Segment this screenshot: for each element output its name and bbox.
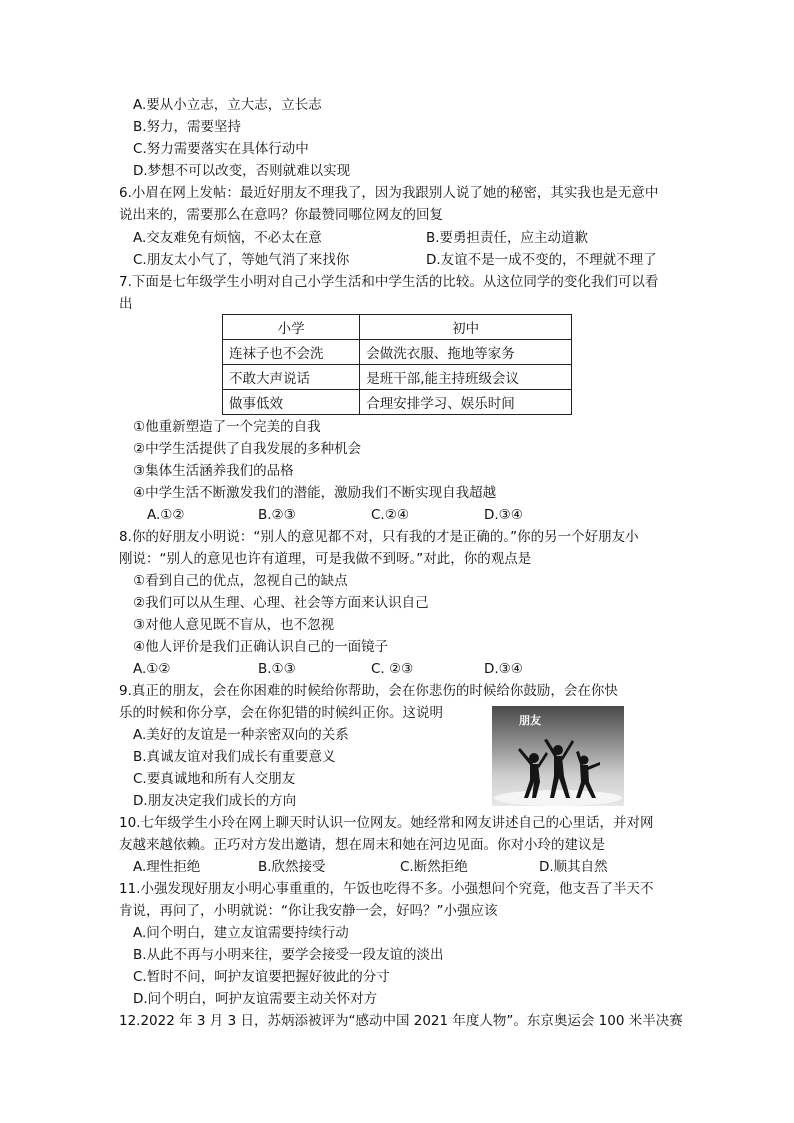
- q8-choice-d: D.③④: [484, 661, 523, 677]
- q10-stem-line2: 友越来越依赖。正巧对方发出邀请，想在周末和她在河边见面。你对小玲的建议是: [119, 837, 605, 853]
- q7-stem-line1: 7.下面是七年级学生小明对自己小学生活和中学生活的比较。从这位同学的变化我们可以看: [119, 274, 659, 290]
- q9-stem-line1: 9.真正的朋友，会在你困难的时候给你帮助，会在你悲伤的时候给你鼓励，会在你快: [119, 683, 618, 699]
- q10-choice-c: C.断然拒绝: [400, 859, 468, 875]
- q8-stem-line2: 刚说：“别人的意见也许有道理，可是我做不到呀。”对此，你的观点是: [119, 551, 532, 567]
- comparison-table: [222, 314, 572, 415]
- table-header-middle: 初中: [360, 315, 572, 340]
- photo-caption: 朋友: [519, 714, 541, 727]
- q9-stem-line2: 乐的时候和你分享，会在你犯错的时候纠正你。这说明: [119, 705, 443, 721]
- q7-choice-c: C.②④: [371, 507, 409, 523]
- q8-choice-b: B.①③: [258, 661, 296, 677]
- q7-item-3: ③集体生活涵养我们的品格: [133, 463, 294, 479]
- q7-stem-line2: 出: [119, 296, 133, 312]
- q5-option-b: B.努力，需要坚持: [133, 119, 242, 135]
- q11-stem-line2: 肯说，再问了，小明就说：“你让我安静一会，好吗？”小强应该: [119, 903, 498, 919]
- q8-item-3: ③对他人意见既不盲从，也不忽视: [133, 617, 335, 633]
- q6-option-a: A.交友难免有烦恼，不必太在意: [133, 230, 322, 246]
- q10-choice-d: D.顺其自然: [539, 859, 608, 875]
- table-header-primary: 小学: [223, 315, 360, 340]
- q9-option-d: D.朋友决定我们成长的方向: [133, 793, 297, 809]
- q11-stem-line1: 11.小强发现好朋友小明心事重重的，午饭也吃得不多。小强想问个究竟，他支吾了半天不: [119, 881, 654, 897]
- q10-choice-a: A.理性拒绝: [133, 859, 201, 875]
- q10-choice-b: B.欣然接受: [258, 859, 326, 875]
- table-row: [223, 340, 572, 365]
- table-row: [223, 390, 572, 415]
- q11-option-a: A.问个明白，建立友谊需要持续行动: [133, 925, 349, 941]
- q8-stem-line1: 8.你的好朋友小明说：“别人的意见都不对，只有我的才是正确的。”你的另一个好朋友小: [119, 529, 639, 545]
- q6-option-c: C.朋友太小气了，等她气消了来找你: [133, 252, 350, 268]
- q12-stem-line1: 12.2022 年 3 月 3 日，苏炳添被评为“感动中国 2021 年度人物”。东京奥运会 100 米半决赛: [119, 1013, 683, 1029]
- friends-photo: [492, 706, 624, 806]
- q11-option-d: D.问个明白，呵护友谊需要主动关怀对方: [133, 991, 378, 1007]
- friends-silhouette-icon: [492, 706, 624, 806]
- table-cell: 会做洗衣服、拖地等家务: [360, 340, 572, 365]
- q8-item-1: ①看到自己的优点，忽视自己的缺点: [133, 573, 348, 589]
- q6-option-d: D.友谊不是一成不变的，不理就不理了: [426, 252, 657, 268]
- q7-choice-b: B.②③: [258, 507, 296, 523]
- q6-option-b: B.要勇担责任，应主动道歉: [426, 230, 589, 246]
- q7-item-1: ①他重新塑造了一个完美的自我: [133, 419, 321, 435]
- q10-stem-line1: 10.七年级学生小玲在网上聊天时认识一位网友。她经常和网友讲述自己的心里话，并对网: [119, 815, 654, 831]
- q7-item-4: ④中学生活不断激发我们的潜能，激励我们不断实现自我超越: [133, 485, 497, 501]
- q8-choice-a: A.①②: [133, 661, 171, 677]
- table-cell: 连袜子也不会洗: [223, 340, 360, 365]
- q7-item-2: ②中学生活提供了自我发展的多种机会: [133, 441, 362, 457]
- q5-option-a: A.要从小立志，立大志，立长志: [133, 97, 322, 113]
- q5-option-d: D.梦想不可以改变，否则就难以实现: [133, 163, 351, 179]
- q8-item-2: ②我们可以从生理、心理、社会等方面来认识自己: [133, 595, 429, 611]
- q9-option-b: B.真诚友谊对我们成长有重要意义: [133, 749, 336, 765]
- q8-choice-c: C. ②③: [371, 661, 414, 677]
- table-row: [223, 365, 572, 390]
- table-cell: 合理安排学习、娱乐时间: [360, 390, 572, 415]
- q6-stem-line2: 说出来的，需要那么在意吗？你最赞同哪位网友的回复: [119, 207, 443, 223]
- q5-option-c: C.努力需要落实在具体行动中: [133, 141, 309, 157]
- q7-choice-d: D.③④: [484, 507, 523, 523]
- q9-option-a: A.美好的友谊是一种亲密双向的关系: [133, 727, 349, 743]
- table-cell: 不敢大声说话: [223, 365, 360, 390]
- q11-option-c: C.暂时不问，呵护友谊要把握好彼此的分寸: [133, 969, 390, 985]
- table-cell: 是班干部,能主持班级会议: [360, 365, 572, 390]
- q6-stem-line1: 6.小眉在网上发帖：最近好朋友不理我了，因为我跟别人说了她的秘密，其实我也是无意中: [119, 185, 659, 201]
- q7-choice-a: A.①②: [147, 507, 185, 523]
- q9-option-c: C.要真诚地和所有人交朋友: [133, 771, 296, 787]
- table-cell: 做事低效: [223, 390, 360, 415]
- q8-item-4: ④他人评价是我们正确认识自己的一面镜子: [133, 639, 389, 655]
- q11-option-b: B.从此不再与小明来往，要学会接受一段友谊的淡出: [133, 947, 444, 963]
- table-header-row: [223, 315, 572, 340]
